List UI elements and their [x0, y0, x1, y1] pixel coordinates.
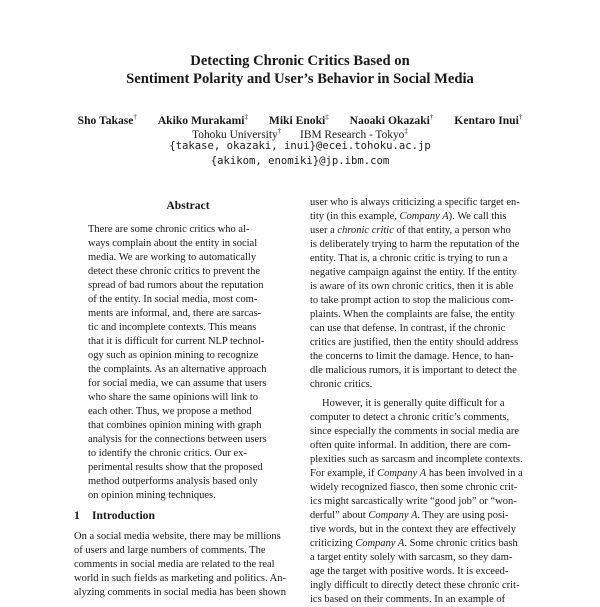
right-column-paragraph-2 [310, 397, 526, 607]
text-line: world in such fields as marketing and politics. An- [74, 573, 287, 584]
author: Kentaro Inui† [454, 113, 523, 127]
text-line: the complaints. As an alternative approach [88, 364, 267, 375]
text-line: that it is difficult for current NLP technol- [88, 336, 265, 347]
text-line: On a social media website, there may be millions [74, 531, 281, 542]
text-line: ways complain about the entity in social [88, 238, 258, 249]
text-line: detect these chronic critics to prevent the [88, 266, 261, 277]
text-line: dle malicious rumors, it is important to detect the [310, 365, 517, 376]
affiliation: Tohoku University† [192, 127, 282, 141]
paper-title [0, 52, 600, 88]
text-line: critics are justified, then the entity should address [310, 337, 519, 348]
text-line: is deliberately trying to harm the reputation of the [310, 239, 520, 250]
text-line: ogy such as opinion mining to recognize [88, 350, 259, 361]
text-line: age the target with positive words. It is exceed- [310, 566, 509, 577]
text-line: is aware of its own chronic critics, then it is able [310, 281, 514, 292]
text-line: media. We are working to automatically [88, 252, 257, 263]
text-line: alyzing comments in social media has been shown [74, 587, 286, 598]
introduction-body [74, 530, 298, 600]
author: Sho Takase† [77, 113, 137, 127]
text-line: since especially the comments in social media are [310, 426, 520, 437]
text-line: to take prompt action to stop the malicious com- [310, 295, 514, 306]
text-line: for social media, we can assume that users [88, 378, 267, 389]
text-line: entity. That is, a chronic critic is trying to run a [310, 253, 508, 264]
text-line: tity (in this example, Company A). We call this [310, 211, 507, 222]
author: Miki Enoki‡ [268, 113, 329, 127]
text-line: For example, if Company A has been involved in a [310, 468, 523, 479]
text-line: computer to detect a chronic critic’s comments, [310, 412, 510, 423]
text-line: However, it is generally quite difficult for a [322, 398, 505, 409]
text-line: that combines opinion mining with graph [88, 420, 262, 431]
text-line: method outperforms analysis based only [88, 476, 258, 487]
author: Naoaki Okazaki† [349, 113, 434, 127]
text-line: ingly difficult to directly detect these chronic crit- [310, 580, 520, 591]
affiliation: IBM Research - Tokyo‡ [300, 127, 408, 141]
text-line: ics based on their comments. In an example of [310, 594, 506, 605]
section-heading: 1 Introduction [74, 509, 155, 522]
text-line: user who is always criticizing a specific target en- [310, 197, 520, 208]
text-line: ments are informal, and, there are sarcas- [88, 308, 262, 319]
title-line-2: Sentiment Polarity and User’s Behavior in Social Media [126, 71, 474, 87]
text-line: spread of bad rumors about the reputation [88, 280, 264, 291]
author: Akiko Murakami‡ [157, 113, 248, 127]
text-line: who share the same opinions will link to [88, 392, 259, 403]
text-line: chronic critics. [310, 379, 373, 390]
text-line: plexities such as sarcasm and incomplete contexts. [310, 454, 523, 465]
text-line: There are some chronic critics who al- [88, 224, 250, 235]
email-line: {akikom, enomiki}@jp.ibm.com [210, 155, 390, 167]
text-line: perimental results show that the proposed [88, 462, 263, 473]
text-line: often quite informal. In addition, there are com- [310, 440, 511, 451]
text-line: negative campaign against the entity. If the entity [310, 267, 517, 278]
text-line: of the entity. In social media, most com- [88, 294, 258, 305]
right-column-paragraph-1 [310, 196, 526, 392]
title-line-1: Detecting Chronic Critics Based on [190, 53, 410, 69]
text-line: can use that defense. In contrast, if the chronic [310, 323, 506, 334]
text-line: a target entity solely with sarcasm, so they dam- [310, 552, 513, 563]
email-line: {takase, okazaki, inui}@ecei.tohoku.ac.jp [169, 140, 431, 152]
text-line: derful” about Company A. They are using posi- [310, 510, 509, 521]
text-line: on opinion mining techniques. [88, 490, 216, 501]
text-line: criticizing Company A. Some chronic critics bash [310, 538, 518, 549]
text-line: analysis for the connections between users [88, 434, 267, 445]
text-line: each other. Thus, we propose a method [88, 406, 252, 417]
text-line: tive words, but in the context they are effectively [310, 524, 516, 535]
text-line: the concerns to limit the damage. Hence, to han- [310, 351, 514, 362]
text-line: of users and large numbers of comments. The [74, 545, 266, 556]
text-line: ics might sarcastically write “good job” or “won- [310, 496, 517, 507]
email-block [0, 139, 600, 169]
text-line: user a chronic critic of that entity, a person who [310, 225, 511, 236]
abstract-body [88, 223, 288, 503]
abstract-heading: Abstract [166, 199, 210, 212]
text-line: plaints. When the complaints are false, the entity [310, 309, 515, 320]
text-line: to identify the chronic critics. Our ex- [88, 448, 247, 459]
text-line: tic and incomplete contexts. This means [88, 322, 257, 333]
text-line: comments in social media are related to the real [74, 559, 275, 570]
text-line: widely recognized fiasco, then some chronic crit- [310, 482, 518, 493]
